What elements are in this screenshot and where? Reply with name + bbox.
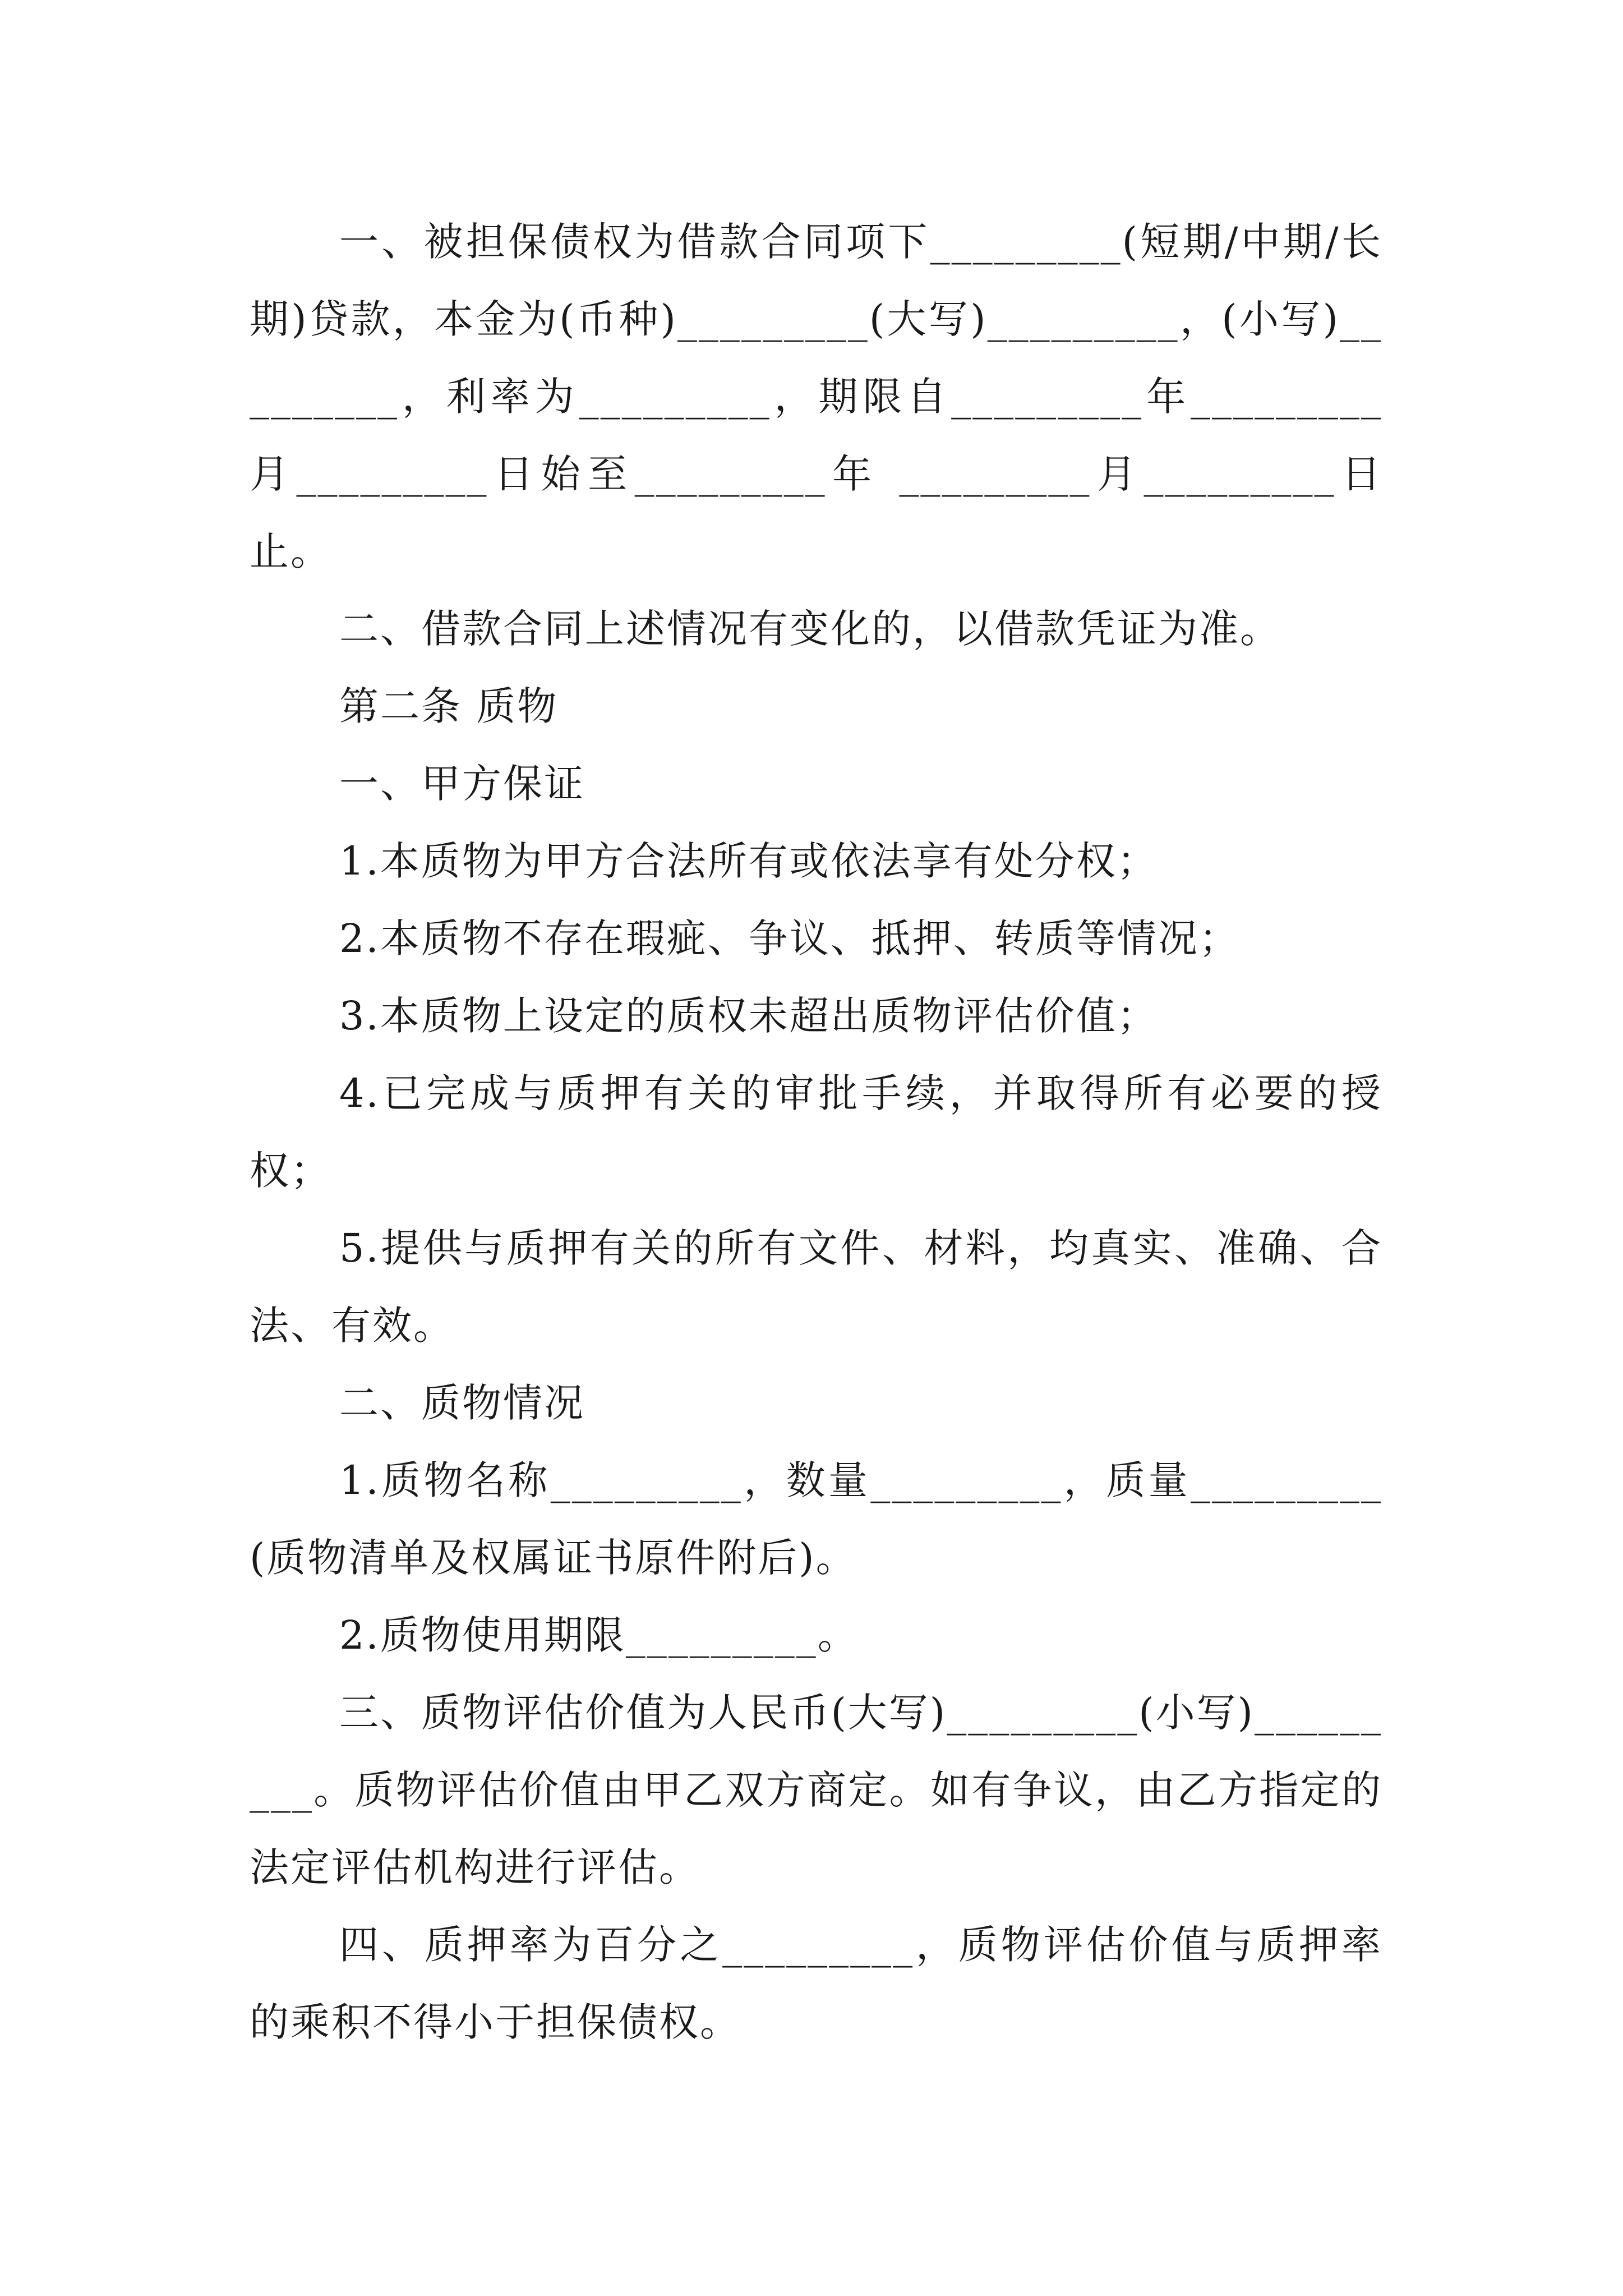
section-pledge-rate: 四、质押率为百分之_________，质物评估价值与质押率的乘积不得小于担保债权。 bbox=[250, 1922, 1382, 2045]
section-pledge-status: 二、质物情况 bbox=[339, 1380, 585, 1426]
guarantee-item-5: 5.提供与质押有关的所有文件、材料，均真实、准确、合法、有效。 bbox=[250, 1225, 1382, 1349]
paragraph-loan-change: 二、借款合同上述情况有变化的，以借款凭证为准。 bbox=[339, 606, 1281, 652]
guarantee-item-1: 1.本质物为甲方合法所有或依法享有处分权； bbox=[339, 838, 1158, 884]
guarantee-item-4: 4.已完成与质押有关的审批手续，并取得所有必要的授权； bbox=[250, 1070, 1382, 1194]
paragraph-secured-claim: 一、被担保债权为借款合同项下_________(短期/中期/长期)贷款，本金为(币种)_________(大写)_________，(小写)_________，利率为_________，期限自_________年_________月_________日始至_________年 _________月_________日止。 bbox=[250, 219, 1382, 574]
guarantee-item-2: 2.本质物不存在瑕疵、争议、抵押、转质等情况； bbox=[339, 915, 1240, 961]
section-party-a-guarantee: 一、甲方保证 bbox=[339, 761, 585, 807]
pledge-item-1: 1.质物名称_________，数量_________，质量_________(质物清单及权属证书原件附后)。 bbox=[250, 1457, 1382, 1581]
article-2-heading: 第二条 质物 bbox=[339, 683, 559, 729]
guarantee-item-3: 3.本质物上设定的质权未超出质物评估价值； bbox=[339, 993, 1158, 1039]
section-valuation: 三、质物评估价值为人民币(大写)_________(小写)_________。质物评估价值由甲乙双方商定。如有争议，由乙方指定的法定评估机构进行评估。 bbox=[250, 1690, 1382, 1890]
pledge-item-2: 2.质物使用期限_________。 bbox=[339, 1612, 859, 1658]
document-body bbox=[250, 203, 1382, 2061]
